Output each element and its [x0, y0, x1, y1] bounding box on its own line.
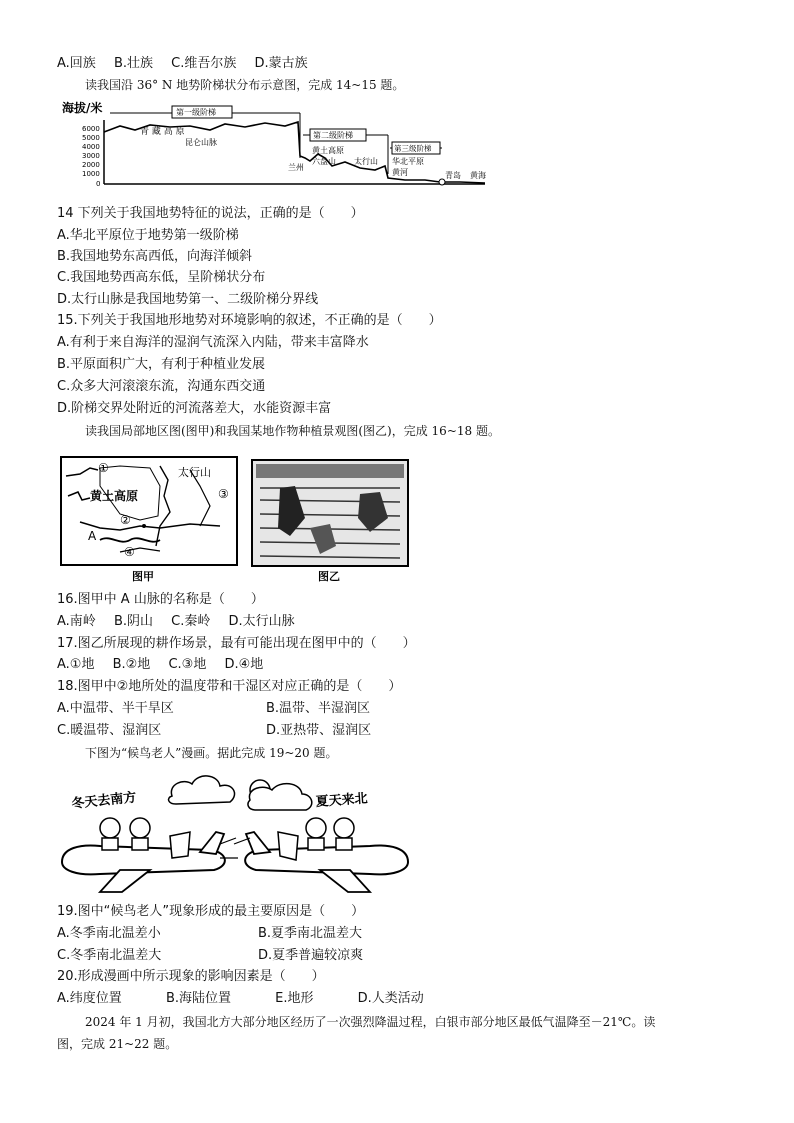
ytick-6000: 6000	[82, 125, 100, 133]
intro-21-22-line2: 图，完成 21~22 题。	[57, 1037, 178, 1051]
q13-option-a[interactable]: A.回族	[57, 56, 96, 71]
q15-option-d[interactable]: D.阶梯交界处附近的河流落差大，水能资源丰富	[57, 401, 332, 416]
q16-option-a[interactable]: A.南岭	[57, 614, 96, 629]
profile-ylabel: 海拔/米	[62, 101, 103, 115]
q16-options-row	[57, 614, 309, 630]
q20-option-d[interactable]: D.人类活动	[357, 991, 424, 1006]
map-figure-a	[60, 456, 240, 584]
qingdao-label: 青岛	[445, 171, 461, 180]
map-loess-label: 黄土高原	[90, 489, 139, 503]
q18-option-a[interactable]: A.中温带、半干旱区	[57, 701, 174, 716]
ytick-5000: 5000	[82, 134, 100, 142]
q15-option-c[interactable]: C.众多大河滚滚东流，沟通东西交通	[57, 379, 266, 394]
loess-label: 黄土高原	[312, 146, 344, 155]
q17-option-c[interactable]: C.③地	[168, 657, 207, 672]
q14-option-a[interactable]: A.华北平原位于地势第一级阶梯	[57, 228, 239, 243]
q18-stem: 18.图甲中②地所处的温度带和干湿区对应正确的是（ ）	[57, 679, 402, 694]
q16-option-d[interactable]: D.太行山脉	[228, 614, 295, 629]
q13-option-c[interactable]: C.维吾尔族	[171, 56, 237, 71]
q20-option-a[interactable]: A.纬度位置	[57, 991, 122, 1006]
q14-option-c[interactable]: C.我国地势西高东低，呈阶梯状分布	[57, 270, 266, 285]
map-marker-1: ①	[98, 461, 109, 475]
q13-options-row	[57, 56, 322, 72]
q19-option-d[interactable]: D.夏季普遍较凉爽	[258, 948, 364, 963]
q16-option-c[interactable]: C.秦岭	[171, 614, 211, 629]
cartoon-left-text: 冬天去南方	[70, 790, 138, 812]
q18-option-b[interactable]: B.温带、半湿润区	[266, 701, 371, 716]
q17-stem: 17.图乙所展现的耕作场景，最有可能出现在图甲中的（ ）	[57, 636, 416, 651]
map-marker-4: ④	[124, 545, 135, 559]
q20-option-b[interactable]: B.海陆位置	[165, 991, 232, 1006]
q19-stem: 19.图中“候鸟老人”现象形成的最主要原因是（ ）	[57, 904, 365, 919]
step2-label: 第二级阶梯	[313, 131, 353, 140]
ytick-1000: 1000	[82, 170, 100, 178]
q19-option-b[interactable]: B.夏季南北温差大	[258, 926, 363, 941]
migratory-elderly-cartoon	[60, 766, 410, 898]
ytick-3000: 3000	[82, 152, 100, 160]
q14-option-b[interactable]: B.我国地势东高西低，向海洋倾斜	[57, 249, 253, 264]
intro-16-18: 读我国局部地区图(图甲)和我国某地作物种植景观图(图乙)，完成 16~18 题。	[85, 424, 500, 438]
q15-option-b[interactable]: B.平原面积广大，有利于种植业发展	[57, 357, 266, 372]
step1-label: 第一级阶梯	[176, 108, 216, 117]
map-marker-3: ③	[218, 487, 229, 501]
q20-options-row	[57, 991, 438, 1007]
map-marker-2: ②	[120, 513, 131, 527]
q13-option-b[interactable]: B.壮族	[113, 56, 154, 71]
ytick-2000: 2000	[82, 161, 100, 169]
q17-options-row	[57, 657, 277, 673]
q16-option-b[interactable]: B.阴山	[113, 614, 154, 629]
qz-plateau-label: 青 藏 高 原	[140, 127, 185, 137]
kunlun-label: 昆仑山脉	[185, 138, 217, 147]
step3-label: 第三级阶梯	[394, 144, 432, 153]
q19-option-c[interactable]: C.冬季南北温差大	[57, 948, 162, 963]
map-taihang-label: 太行山	[178, 466, 211, 479]
q17-option-d[interactable]: D.④地	[224, 657, 264, 672]
q18-option-c[interactable]: C.暖温带、湿润区	[57, 723, 162, 738]
q15-stem: 15.下列关于我国地形地势对环境影响的叙述，不正确的是（ ）	[57, 313, 442, 328]
q14-stem: 14 下列关于我国地势特征的说法，正确的是（ ）	[57, 206, 364, 221]
crop-photo-figure-b	[250, 458, 410, 584]
huanghai-label: 黄海	[470, 171, 486, 180]
intro-19-20: 下图为“候鸟老人”漫画。据此完成 19~20 题。	[85, 746, 338, 760]
huanghe-label: 黄河	[392, 168, 408, 177]
huabei-label: 华北平原	[392, 157, 424, 166]
intro-21-22-line1: 2024 年 1 月初，我国北方大部分地区经历了一次强烈降温过程，白银市部分地区最低气温降至－21℃。读	[85, 1015, 656, 1029]
lanzhou-label: 兰州	[288, 163, 304, 172]
intro-14-15: 读我国沿 36° N 地势阶梯状分布示意图，完成 14~15 题。	[85, 78, 405, 92]
q19-option-a[interactable]: A.冬季南北温差小	[57, 926, 161, 941]
ytick-4000: 4000	[82, 143, 100, 151]
q15-option-a[interactable]: A.有利于来自海洋的湿润气流深入内陆，带来丰富降水	[57, 335, 369, 350]
ytick-0: 0	[96, 180, 101, 188]
q14-option-d[interactable]: D.太行山脉是我国地势第一、二级阶梯分界线	[57, 292, 319, 307]
terrain-profile-figure	[60, 96, 510, 194]
q16-stem: 16.图甲中 A 山脉的名称是（ ）	[57, 592, 264, 607]
caption-figure-b: 图乙	[318, 570, 340, 583]
liupan-label: 六盘山	[312, 157, 336, 166]
q20-option-c[interactable]: E.地形	[275, 991, 314, 1006]
q13-option-d[interactable]: D.蒙古族	[254, 56, 308, 71]
q17-option-a[interactable]: A.①地	[57, 657, 95, 672]
q20-stem: 20.形成漫画中所示现象的影响因素是（ ）	[57, 969, 325, 984]
q18-option-d[interactable]: D.亚热带、湿润区	[266, 723, 372, 738]
map-label-a: A	[88, 529, 97, 543]
taihang-profile-label: 太行山	[354, 157, 378, 166]
cartoon-right-text: 夏天来北	[315, 791, 369, 810]
caption-figure-a: 图甲	[132, 570, 154, 583]
q17-option-b[interactable]: B.②地	[112, 657, 151, 672]
